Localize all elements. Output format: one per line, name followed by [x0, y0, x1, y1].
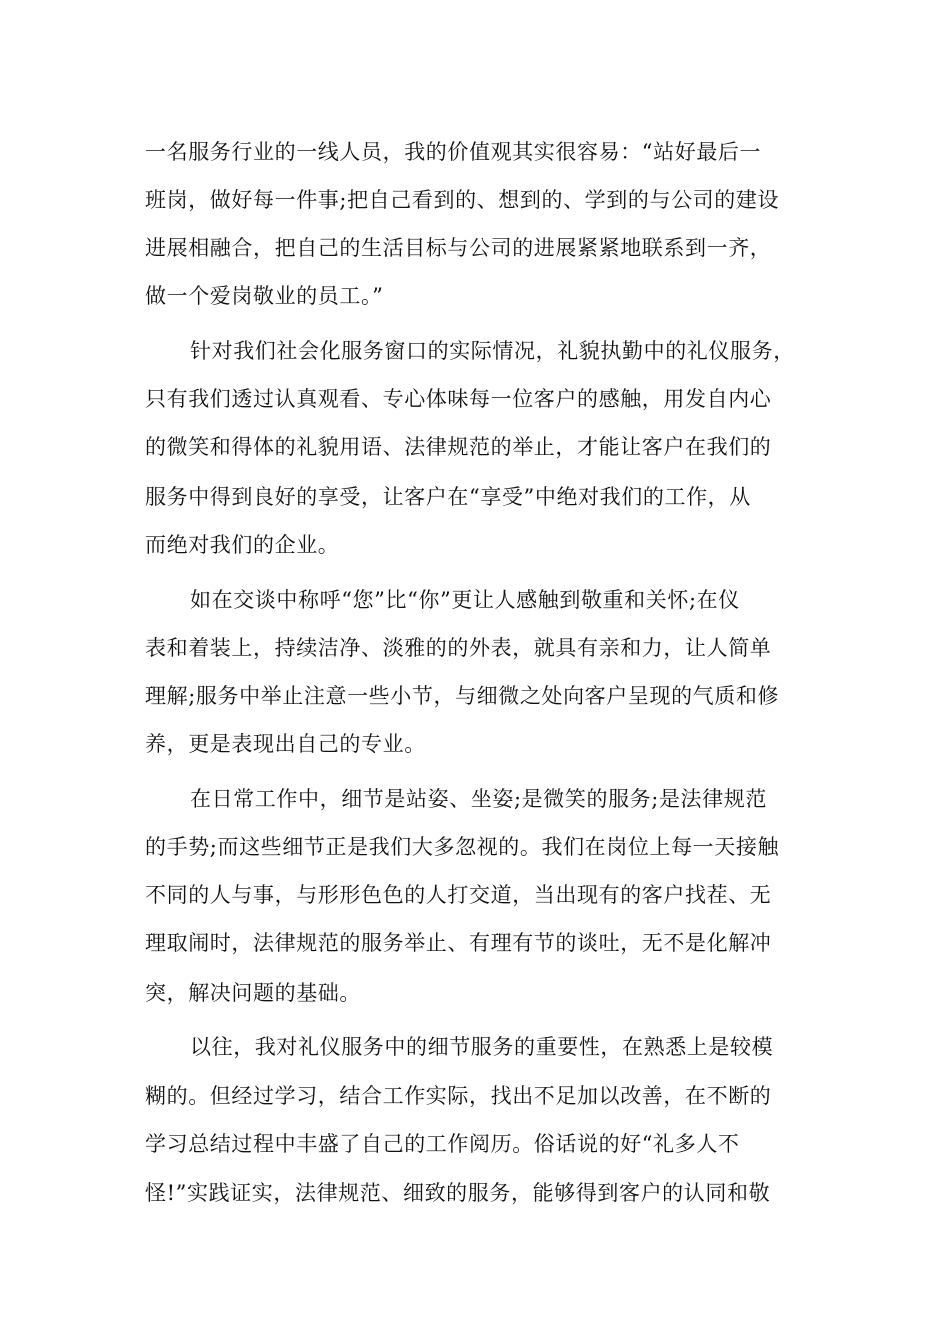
text-line: 突，解决问题的基础。: [145, 981, 361, 1005]
text-line: 养，更是表现出自己的专业。: [145, 732, 426, 756]
text-line: 一名服务行业的一线人员，我的价值观其实很容易：“站好最后一: [145, 140, 762, 164]
text-line: 表和着装上，持续洁净、淡雅的的外表，就具有亲和力，让人简单: [145, 636, 772, 660]
text-line: 理解;服务中举止注意一些小节，与细微之处向客户呈现的气质和修: [145, 684, 780, 708]
paragraph-first-line: 如在交谈中称呼“您”比“你”更让人感触到敬重和关怀;在仪: [190, 588, 740, 612]
text-line: 的手势;而这些细节正是我们大多忽视的。我们在岗位上每一天接触: [145, 835, 780, 859]
text-line: 的微笑和得体的礼貌用语、法律规范的举止，才能让客户在我们的: [145, 435, 772, 459]
paragraph-first-line: 以往，我对礼仪服务中的细节服务的重要性，在熟悉上是较模: [190, 1035, 774, 1059]
text-line: 怪!”实践证实，法律规范、细致的服务，能够得到客户的认同和敬: [145, 1181, 771, 1205]
text-line: 只有我们透过认真观看、专心体味每一位客户的感触，用发自内心: [145, 387, 772, 411]
text-line: 班岗，做好每一件事;把自己看到的、想到的、学到的与公司的建设: [145, 188, 780, 212]
text-line: 服务中得到良好的享受，让客户在“享受”中绝对我们的工作，从: [145, 485, 751, 509]
text-line: 理取闹时，法律规范的服务举止、有理有节的谈吐，无不是化解冲: [145, 931, 772, 955]
paragraph-first-line: 针对我们社会化服务窗口的实际情况，礼貌执勤中的礼仪服务，: [190, 339, 795, 363]
paragraph-first-line: 在日常工作中，细节是站姿、坐姿;是微笑的服务;是法律规范: [190, 787, 767, 811]
text-line: 不同的人与事，与形形色色的人打交道，当出现有的客户找茬、无: [145, 883, 772, 907]
text-line: 而绝对我们的企业。: [145, 533, 340, 557]
text-line: 学习总结过程中丰盛了自己的工作阅历。俗话说的好“礼多人不: [145, 1132, 740, 1156]
text-line: 进展相融合，把自己的生活目标与公司的进展紧紧地联系到一齐，: [145, 236, 772, 260]
text-line: 做一个爱岗敬业的员工。”: [145, 284, 384, 308]
text-line: 糊的。但经过学习，结合工作实际，找出不足加以改善，在不断的: [145, 1084, 772, 1108]
